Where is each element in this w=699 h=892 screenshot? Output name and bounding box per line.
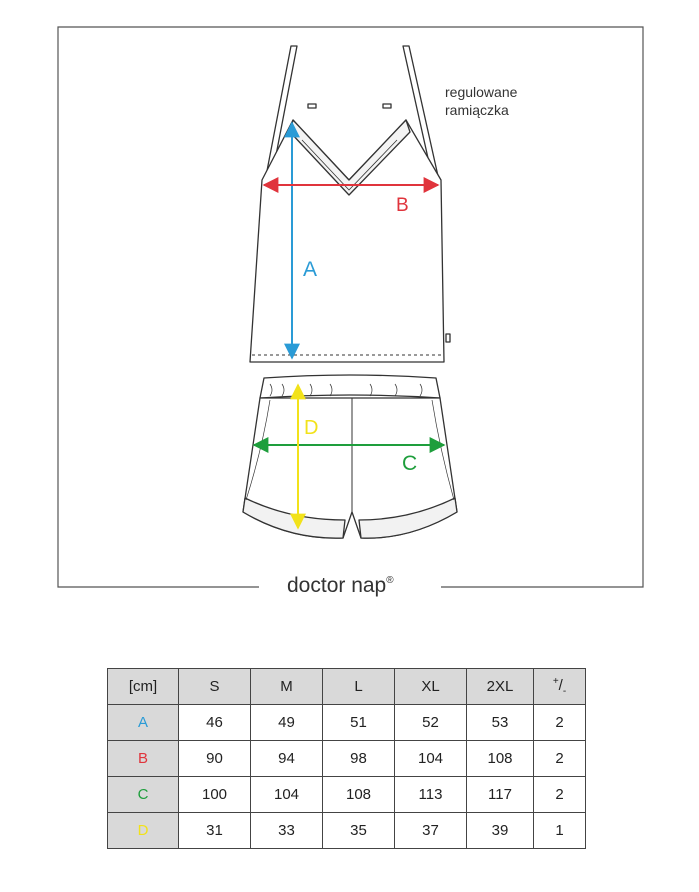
table-cell: 104 xyxy=(395,741,467,777)
table-cell: 33 xyxy=(251,813,323,849)
table-cell: 117 xyxy=(467,777,534,813)
tolerance-header: $^+/_-$ xyxy=(534,669,586,705)
table-row xyxy=(108,777,586,813)
tolerance-cell: 2 xyxy=(534,705,586,741)
size-header: L xyxy=(323,669,395,705)
tolerance-cell: 2 xyxy=(534,777,586,813)
brand-registered-mark: ® xyxy=(386,575,394,586)
annotation-line2: ramiączka xyxy=(445,102,509,118)
table-row xyxy=(108,705,586,741)
measure-c-letter: C xyxy=(402,452,418,475)
table-cell: 37 xyxy=(395,813,467,849)
row-label-a: A xyxy=(108,705,179,741)
table-cell: 108 xyxy=(467,741,534,777)
tolerance-cell: 1 xyxy=(534,813,586,849)
size-header: XL xyxy=(395,669,467,705)
table-cell: 113 xyxy=(395,777,467,813)
table-cell: 46 xyxy=(179,705,251,741)
measure-a-letter: A xyxy=(303,258,318,281)
table-cell: 90 xyxy=(179,741,251,777)
table-cell: 98 xyxy=(323,741,395,777)
table-cell: 35 xyxy=(323,813,395,849)
table-cell: 108 xyxy=(323,777,395,813)
brand-name: doctor nap® xyxy=(287,574,394,597)
table-cell: 31 xyxy=(179,813,251,849)
row-label-d: D xyxy=(108,813,179,849)
unit-header: [cm] xyxy=(108,669,179,705)
annotation-line1: regulowane xyxy=(445,84,518,100)
size-header: S xyxy=(179,669,251,705)
table-row xyxy=(108,741,586,777)
row-label-c: C xyxy=(108,777,179,813)
measure-b-letter: B xyxy=(396,195,409,216)
table-cell: 53 xyxy=(467,705,534,741)
camisole-top-drawing xyxy=(250,46,450,362)
table-cell: 100 xyxy=(179,777,251,813)
size-table xyxy=(107,668,586,849)
table-cell: 51 xyxy=(323,705,395,741)
table-header-row xyxy=(108,669,586,705)
row-label-b: B xyxy=(108,741,179,777)
shorts-drawing xyxy=(243,375,457,538)
table-row xyxy=(108,813,586,849)
table-cell: 94 xyxy=(251,741,323,777)
size-header: M xyxy=(251,669,323,705)
measure-d-letter: D xyxy=(304,417,319,439)
tolerance-cell: 2 xyxy=(534,741,586,777)
table-cell: 52 xyxy=(395,705,467,741)
table-cell: 49 xyxy=(251,705,323,741)
size-header: 2XL xyxy=(467,669,534,705)
table-cell: 39 xyxy=(467,813,534,849)
table-cell: 104 xyxy=(251,777,323,813)
